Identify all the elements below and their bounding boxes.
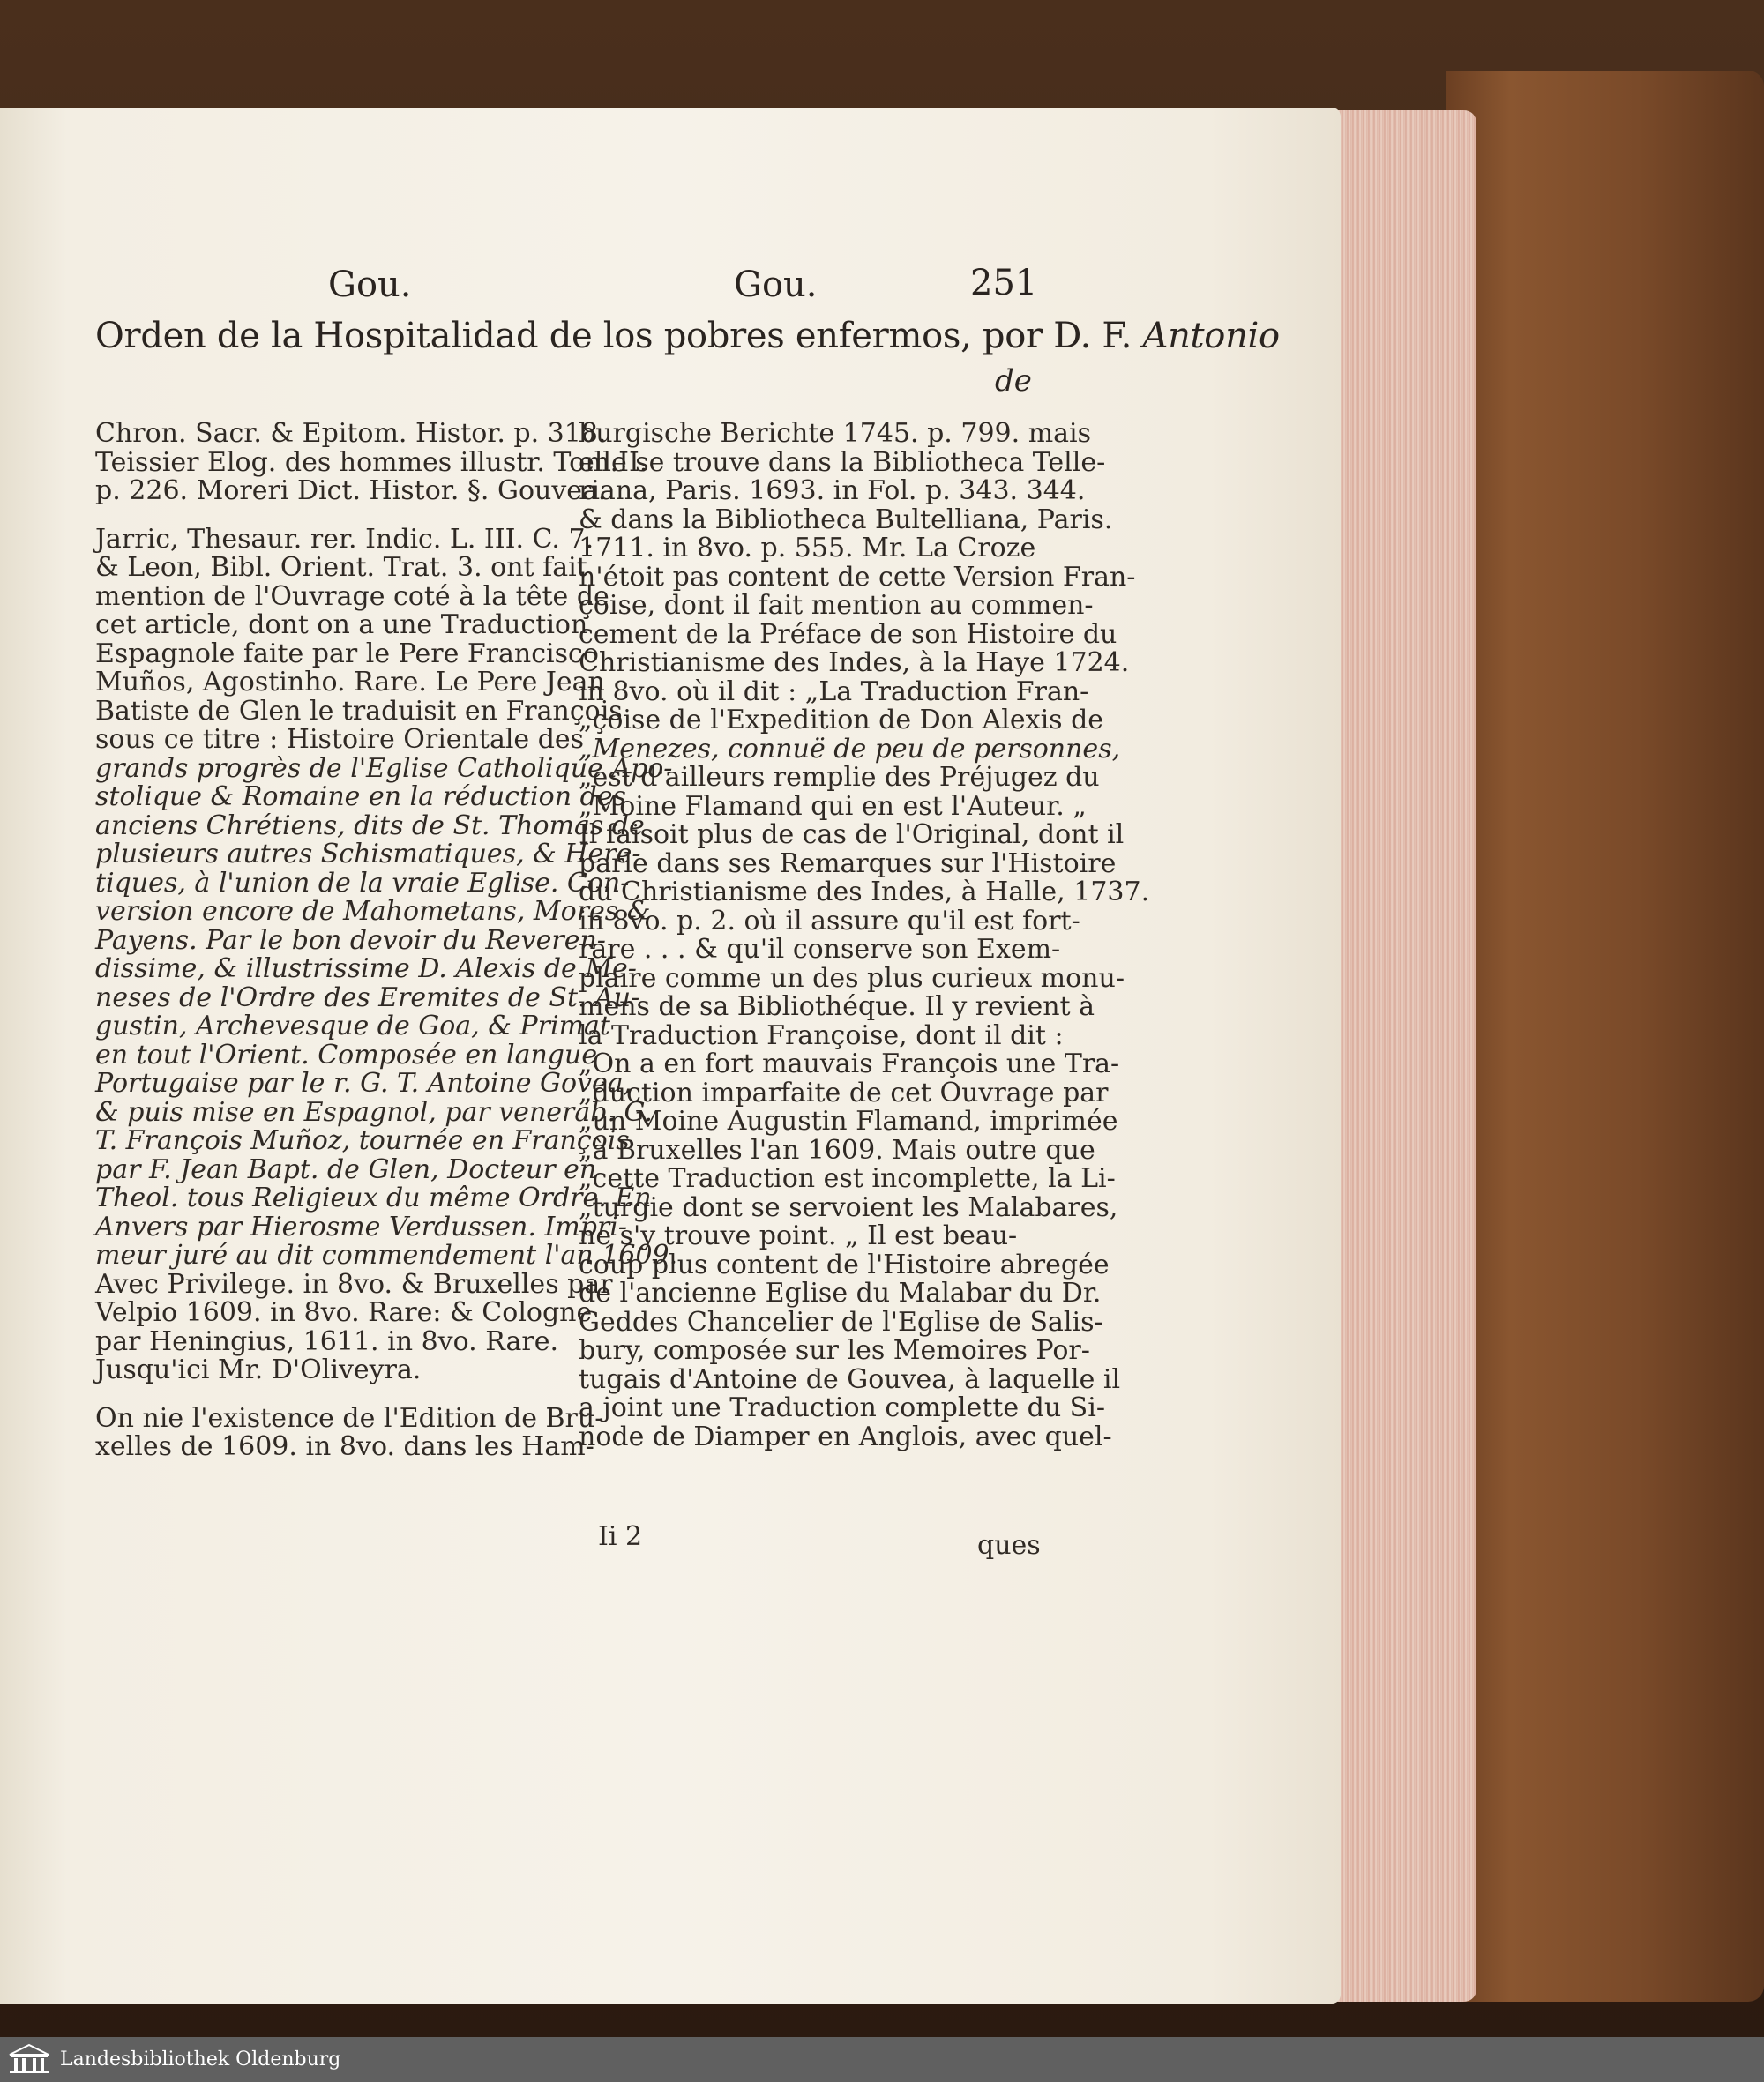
text-line: n'étoit pas content de cette Version Fran- [579,561,1136,593]
text-line: Jusqu'ici Mr. D'Oliveyra. [95,1354,422,1385]
text-line: „turgie dont se servoient les Malabares, [579,1191,1118,1223]
text-line: version encore de Mahometans, Mores & [95,896,651,927]
text-line: rare . . . & qu'il conserve son Exem- [579,934,1061,965]
text-line: tugais d'Antoine de Gouvea, à laquelle il [579,1363,1121,1395]
text-line: „est d'ailleurs remplie des Préjugez du [579,762,1100,793]
text-line: Il faisoit plus de cas de l'Original, dont il [579,819,1125,850]
footer-bar [0,2037,1764,2082]
text-line: Jarric, Thesaur. rer. Indic. L. III. C. 7. [95,523,594,555]
text-line: du Christianisme des Indes, à Halle, 1737. [579,877,1150,907]
text-line: la Traduction Françoise, dont il dit : [579,1019,1064,1051]
text-line: dissime, & illustrissime D. Alexis de Me- [95,953,637,984]
text-line: 1711. in 8vo. p. 555. Mr. La Croze [579,533,1036,563]
text-line: Chron. Sacr. & Epitom. Histor. p. 318. [95,418,607,449]
text-line: „Menezes, connuë de peu de personnes, [579,733,1121,765]
heading-line [95,316,1280,356]
text-line: neses de l'Ordre des Eremites de St. Au- [95,981,640,1013]
heading-text: Orden de la Hospitalidad de los pobres enfermos, por D. F. [95,316,1143,356]
left-column [95,418,678,1462]
text-line: par F. Jean Bapt. de Glen, Docteur en [95,1153,597,1185]
paragraph [95,523,678,1385]
text-line: plaire comme un des plus curieux monu- [579,962,1125,994]
running-head-left: Gou. [328,265,412,305]
text-line: Anvers par Hierosme Verdussen. Impri- [95,1211,628,1242]
text-line: in 8vo. où il dit : „La Traduction Fran- [579,675,1089,707]
text-line: stolique & Romaine en la réduction des [95,781,626,812]
heading-carry: de [995,363,1032,399]
text-line: On nie l'existence de l'Edition de Bru- [95,1402,604,1434]
page-edges [1334,110,1476,2002]
text-line: T. François Muñoz, tournée en François [95,1125,630,1156]
text-line: „On a en fort mauvais François une Tra- [579,1048,1120,1079]
library-building-icon [7,2042,51,2079]
text-line: meur juré au dit commendement l'an 1609. [95,1240,678,1271]
text-line: Batiste de Glen le traduisit en François [95,695,623,727]
text-line: & Leon, Bibl. Orient. Trat. 3. ont fait [95,552,587,583]
book-cover [1446,71,1764,2002]
text-line: mens de sa Bibliothéque. Il y revient à [579,991,1095,1022]
text-line: ne s'y trouve point. „ Il est beau- [579,1220,1018,1251]
text-line: riana, Paris. 1693. in Fol. p. 343. 344. [579,475,1086,506]
signature-mark: Ii 2 [598,1521,643,1552]
text-line: Christianisme des Indes, à la Haye 1724. [579,647,1130,678]
footer-label: Landesbibliothek Oldenburg [60,2048,341,2071]
right-column [579,418,1150,1452]
text-line: anciens Chrétiens, dits de St. Thomas de [95,810,645,841]
paragraph [95,1402,604,1462]
text-line: „un Moine Augustin Flamand, imprimée [579,1106,1118,1137]
text-line: de l'ancienne Eglise du Malabar du Dr. [579,1278,1102,1309]
text-line: Geddes Chancelier de l'Eglise de Salis- [579,1306,1103,1338]
text-line: Velpio 1609. in 8vo. Rare: & Cologne [95,1297,593,1328]
text-line: tiques, à l'union de la vraie Eglise. Con- [95,867,630,899]
text-line: çoise, dont il fait mention au commen- [579,590,1094,621]
heading-italic: Antonio [1142,316,1280,356]
text-line: „çoise de l'Expedition de Don Alexis de [579,705,1104,735]
text-line: gustin, Archevesque de Goa, & Primat [95,1011,610,1041]
text-line: in 8vo. p. 2. où il assure qu'il est fort- [579,905,1080,937]
text-line: node de Diamper en Anglois, avec quel- [579,1421,1112,1452]
text-line: sous ce titre : Histoire Orientale des [95,724,585,755]
text-line: cement de la Préface de son Histoire du [579,618,1117,650]
text-line: & dans la Bibliotheca Bultelliana, Paris. [579,504,1113,535]
text-line: Payens. Par le bon devoir du Reveren- [95,924,606,956]
text-line: „duction imparfaite de cet Ouvrage par [579,1077,1109,1108]
page-number: 251 [970,263,1038,303]
text-line: burgische Berichte 1745. p. 799. mais [579,418,1092,449]
text-line: xelles de 1609. in 8vo. dans les Ham- [95,1431,594,1462]
paragraph [95,418,648,506]
text-line: & puis mise en Espagnol, par venerab. G. [95,1096,653,1128]
text-line: elle se trouve dans la Bibliotheca Telle- [579,446,1106,478]
text-line: Avec Privilege. in 8vo. & Bruxelles par [95,1268,613,1300]
text-line: cet article, dont on a une Traduction [95,609,588,640]
text-line: „cette Traduction est incomplette, la Li- [579,1163,1116,1194]
text-line: „Moine Flamand qui en est l'Auteur. „ [579,790,1087,822]
running-head-center: Gou. [734,265,818,305]
text-line: parle dans ses Remarques sur l'Histoire [579,847,1117,879]
text-line: plusieurs autres Schismatiques, & Here- [95,839,641,869]
text-line: Espagnole faite par le Pere Francisco [95,638,599,669]
text-line: Teissier Elog. des hommes illustr. Tom.II. [95,446,648,478]
text-line: par Heningius, 1611. in 8vo. Rare. [95,1325,559,1357]
text-line: a joint une Traduction complette du Si- [579,1392,1105,1423]
text-line: Muños, Agostinho. Rare. Le Pere Jean [95,667,605,698]
text-line: mention de l'Ouvrage coté à la tête de [95,580,609,612]
text-line: grands progrès de l'Eglise Catholique Apo- [95,752,673,784]
text-line: „à Bruxelles l'an 1609. Mais outre que [579,1134,1095,1166]
text-line: Portugaise par le r. G. T. Antoine Govea, [95,1068,632,1099]
text-line: en tout l'Orient. Composée en langue [95,1039,598,1071]
catchword: ques [977,1530,1041,1561]
text-line: coup plus content de l'Histoire abregée [579,1249,1110,1280]
text-line: Theol. tous Religieux du même Ordre. En [95,1183,652,1213]
text-line: bury, composée sur les Memoires Por- [579,1335,1090,1366]
text-line: p. 226. Moreri Dict. Histor. §. Gouvea. [95,475,607,506]
paragraph [579,418,1150,1452]
